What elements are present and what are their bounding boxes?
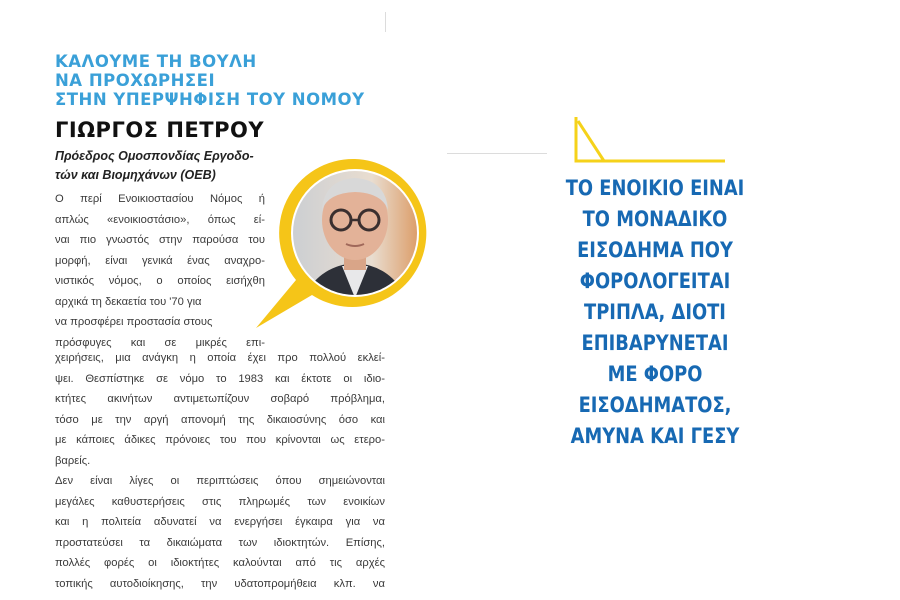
body-line: τόσο με την αργή απονομή της δικαιοσύνης όσο και bbox=[55, 413, 385, 426]
headline-line: ΝΑ ΠΡΟΧΩΡΗΣΕΙ bbox=[55, 71, 216, 90]
body-line: απλώς «ενοικιοστάσιο», όπως εί- bbox=[55, 213, 265, 226]
body-line: βαρείς. bbox=[55, 454, 91, 467]
body-line: προστατεύσει τα δικαιώματα των ιδιοκτητών. Επίσης, bbox=[55, 536, 385, 549]
author-title-line: τών και Βιομηχάνων (ΟΕΒ) bbox=[55, 168, 216, 182]
quote-mark-icon bbox=[572, 115, 727, 167]
article-body-narrow bbox=[55, 189, 265, 353]
pull-quote-line: ΤΡΙΠΛΑ, ΔΙΟΤΙ bbox=[584, 300, 726, 324]
author-title-line: Πρόεδρος Ομοσπονδίας Εργοδο- bbox=[55, 149, 254, 163]
body-line: ναι πιο γνωστός στην παρούσα του bbox=[55, 234, 265, 246]
article-body-wide bbox=[55, 348, 385, 594]
pull-quote-line: ΜΕ ΦΟΡΟ bbox=[607, 362, 703, 386]
body-line: μεγάλες καθυστερήσεις στις πληρωμές των ενοικίων bbox=[55, 495, 385, 508]
pull-quote-line: ΕΠΙΒΑΡΥΝΕΤΑΙ bbox=[581, 331, 729, 355]
body-line: και η πολιτεία αδυνατεί να ενεργήσει έγκαιρα για να bbox=[55, 516, 385, 528]
body-line: τοπικής αυτοδιοίκησης, την υδατοπρομήθεια κλπ. να bbox=[55, 577, 385, 590]
author-portrait bbox=[252, 148, 432, 338]
body-line: μορφή, είναι γενικά ένας αναχρο- bbox=[55, 254, 265, 267]
body-line: αρχικά τη δεκαετία του '70 για bbox=[55, 295, 202, 308]
pull-quote-line: ΕΙΣΟΔΗΜΑΤΟΣ, bbox=[578, 393, 732, 417]
separator-line bbox=[447, 153, 547, 154]
pull-quote-line: ΤΟ ΜΟΝΑΔΙΚΟ bbox=[582, 207, 728, 231]
body-line: πρόσφυγες και σε μικρές επι- bbox=[55, 336, 265, 349]
body-line: νιστικός νόμος, ο οποίος εισήχθη bbox=[55, 275, 265, 287]
pull-quote bbox=[557, 173, 753, 452]
pull-quote-line: ΦΟΡΟΛΟΓΕΙΤΑΙ bbox=[579, 269, 731, 293]
body-line: κτήτες ακινήτων αντιμετωπίζουν σοβαρό πρόβλημα, bbox=[55, 393, 385, 405]
body-line: ψει. Θεσπίστηκε σε νόμο το 1983 και έκτοτε οι ιδιο- bbox=[55, 372, 385, 385]
body-line: Ο περί Ενοικιοστασίου Νόμος ή bbox=[55, 193, 265, 205]
pull-quote-line: ΕΙΣΟΔΗΜΑ ΠΟΥ bbox=[577, 238, 733, 262]
pull-quote-line: ΑΜΥΝΑ ΚΑΙ ΓΕΣΥ bbox=[570, 424, 740, 448]
author-name: ΓΙΩΡΓΟΣ ΠΕΤΡΟΥ bbox=[55, 118, 265, 142]
headline-line: ΣΤΗΝ ΥΠΕΡΨΗΦΙΣΗ ΤΟΥ ΝΟΜΟΥ bbox=[55, 90, 365, 109]
pull-quote-line: ΤΟ ΕΝΟΙΚΙΟ ΕΙΝΑΙ bbox=[565, 176, 745, 200]
body-line: να προσφέρει προστασία στους bbox=[55, 316, 213, 328]
body-line: πολλές φορές οι ιδιοκτήτες καλούνται από τις αρχές bbox=[55, 557, 385, 569]
body-line: Δεν είναι λίγες οι περιπτώσεις όπου σημειώνονται bbox=[55, 475, 385, 487]
headline-line: ΚΑΛΟΥΜΕ ΤΗ ΒΟΥΛΗ bbox=[55, 52, 257, 71]
body-line: με κάποιες άδικες πρόνοιες του που κρίνονται ως ετερο- bbox=[55, 434, 385, 446]
column-edge-line bbox=[385, 12, 386, 32]
body-line: χειρήσεις, μια ανάγκη η οποία έχει προ πολλού εκλεί- bbox=[55, 352, 385, 364]
article-headline bbox=[55, 52, 395, 109]
